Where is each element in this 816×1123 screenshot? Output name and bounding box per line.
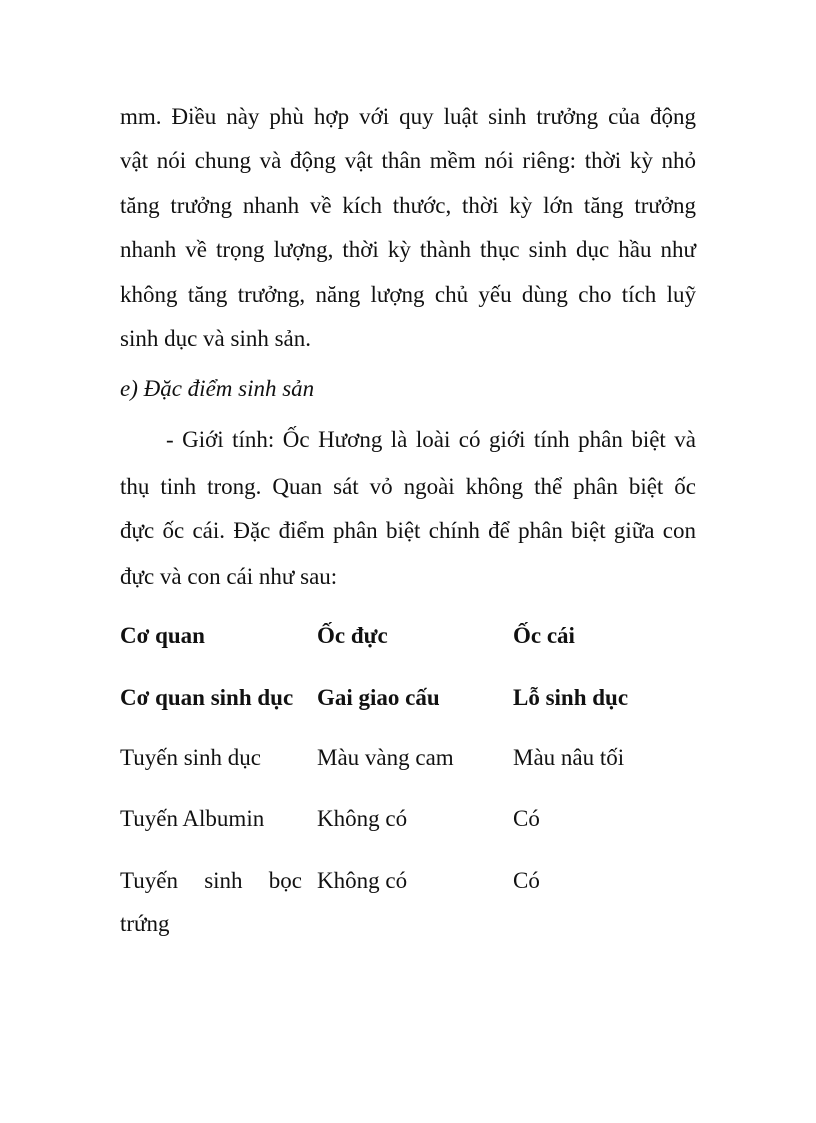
table-cell-female: Có <box>513 806 540 831</box>
table-cell-male: Không có <box>317 868 408 893</box>
table-cell-organ-continued: trứng <box>120 911 170 936</box>
paragraph-line: tăng trưởng nhanh về kích thước, thời kỳ lớn tăng trưởng <box>120 193 696 218</box>
paragraph-line: vật nói chung và động vật thân mềm nói riêng: thời kỳ nhỏ <box>120 148 696 173</box>
table-cell-male: Màu vàng cam <box>317 745 454 770</box>
paragraph-line: đực ốc cái. Đặc điểm phân biệt chính để phân biệt giữa con <box>120 518 696 543</box>
paragraph-line: mm. Điều này phù hợp với quy luật sinh trưởng của động <box>120 104 696 129</box>
table-cell-female: Màu nâu tối <box>513 745 625 770</box>
paragraph-line: - Giới tính: Ốc Hương là loài có giới tính phân biệt và <box>166 427 696 452</box>
paragraph-line: đực và con cái như sau: <box>120 564 338 589</box>
table-cell-organ: Tuyến sinh dục <box>120 745 261 770</box>
table-cell-male: Gai giao cấu <box>317 685 440 710</box>
table-cell-organ: Tuyến sinh bọc <box>120 868 302 893</box>
table-cell-organ: Cơ quan sinh dục <box>120 685 294 710</box>
table-cell-female: Lỗ sinh dục <box>513 685 629 710</box>
table-cell-male: Không có <box>317 806 408 831</box>
paragraph-line: thụ tinh trong. Quan sát vỏ ngoài không thể phân biệt ốc <box>120 474 696 499</box>
table-header-female: Ốc cái <box>513 623 575 648</box>
table-cell-organ: Tuyến Albumin <box>120 806 265 831</box>
table-header-organ: Cơ quan <box>120 623 205 648</box>
table-header-male: Ốc đực <box>317 623 388 648</box>
table-cell-female: Có <box>513 868 540 893</box>
paragraph-line: không tăng trưởng, năng lượng chủ yếu dùng cho tích luỹ <box>120 282 696 307</box>
paragraph-line: sinh dục và sinh sản. <box>120 326 312 351</box>
section-heading: e) Đặc điểm sinh sản <box>120 376 315 401</box>
paragraph-line: nhanh về trọng lượng, thời kỳ thành thục sinh dục hầu như <box>120 237 696 262</box>
